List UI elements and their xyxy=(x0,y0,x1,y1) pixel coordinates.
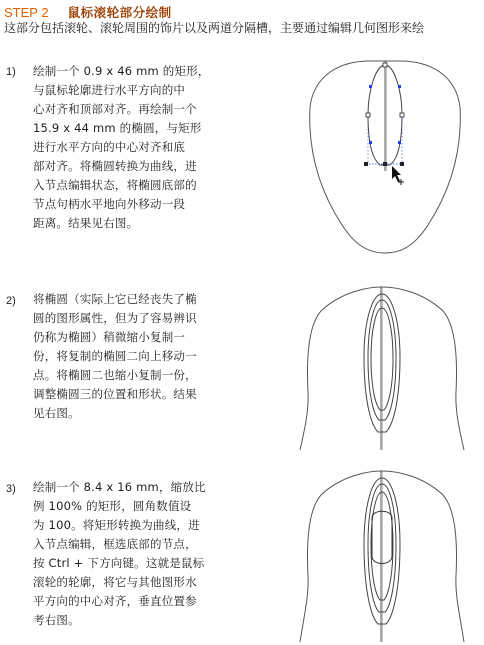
node-point xyxy=(400,113,404,117)
node-point xyxy=(383,63,387,67)
mouse-outline-drawing-2 xyxy=(292,282,472,452)
step-1-line: 进行水平方向的中心对齐和底 xyxy=(33,140,186,154)
step-2-line: 点。将椭圆二也缩小复制一份， xyxy=(33,368,197,382)
cursor-arrow-icon xyxy=(392,166,401,182)
ellipse-three xyxy=(371,492,393,600)
step-header xyxy=(4,2,172,18)
step-1-line: 心对齐和顶部对齐。再绘制一个 xyxy=(33,102,197,116)
step-3-text xyxy=(33,478,228,630)
ellipse-two xyxy=(368,300,396,420)
step-2-line: 圆的图形属性，但为了容易辨识 xyxy=(33,311,197,325)
step-2-line: 仍称为椭圆）稍微缩小复制一 xyxy=(33,330,186,344)
step-label: STEP 2 xyxy=(4,5,49,20)
step-3-line: 滚轮的轮廓，将它与其他图形水 xyxy=(33,575,197,589)
step-1-number: 1) xyxy=(6,66,16,78)
step-3-figure xyxy=(292,466,472,644)
step-1-figure xyxy=(300,55,470,260)
step-2-line: 见右图。 xyxy=(33,406,80,420)
node-point-selected xyxy=(383,162,387,166)
node-handle-end xyxy=(400,162,404,166)
ellipse-three xyxy=(371,308,393,410)
step-3-line: 入节点编辑，框选底部的节点， xyxy=(33,537,197,551)
scroll-wheel-outline xyxy=(372,511,392,563)
node-point xyxy=(369,141,372,144)
step-2-figure xyxy=(292,282,472,452)
step-1-line: 与鼠标轮廓进行水平方向的中 xyxy=(33,83,186,97)
step-title: 鼠标滚轮部分绘制 xyxy=(67,5,172,20)
ellipse-one xyxy=(364,478,400,624)
mouse-outline-drawing-3 xyxy=(292,466,472,644)
step-2-text xyxy=(33,290,228,423)
node-point xyxy=(398,85,401,88)
step-2-line: 调整椭圆三的位置和形状。结果 xyxy=(33,387,197,401)
mouse-body-outline xyxy=(300,471,464,642)
step-2-number: 2) xyxy=(6,295,16,307)
step-2-line: 将椭圆（实际上它已经丧失了椭 xyxy=(33,292,197,306)
step-3-line: 平方向的中心对齐，垂直位置参 xyxy=(33,594,197,608)
step-3-line: 为 100。将矩形转换为曲线，进 xyxy=(33,518,200,532)
step-3-line: 例 100% 的矩形，圆角数值设 xyxy=(33,499,192,513)
mouse-outline-drawing-1 xyxy=(300,55,470,260)
step-1-line: 15.9 x 44 mm 的椭圆，与矩形 xyxy=(33,121,202,135)
ellipse-one xyxy=(364,294,400,432)
step-3-line: 考右图。 xyxy=(33,613,80,627)
step-1-line: 绘制一个 0.9 x 46 mm 的矩形， xyxy=(33,64,210,78)
mouse-body-outline xyxy=(300,287,464,450)
step-3-line: 按 Ctrl + 下方向键。这就是鼠标 xyxy=(33,556,205,570)
step-3-line: 绘制一个 8.4 x 16 mm，缩放比 xyxy=(33,480,206,494)
node-point xyxy=(366,113,370,117)
step-3-number: 3) xyxy=(6,483,16,495)
step-1-line: 距离。结果见右图。 xyxy=(33,216,139,230)
node-point xyxy=(369,85,372,88)
intro-paragraph: 这部分包括滚轮、滚轮周围的饰片以及两道分隔槽，主要通过编辑几何图形来绘 xyxy=(4,21,425,35)
node-point xyxy=(398,141,401,144)
step-1-line: 入节点编辑状态，将椭圆底部的 xyxy=(33,178,197,192)
step-1-text xyxy=(33,62,228,233)
step-1-line: 部对齐。将椭圆转换为曲线，进 xyxy=(33,159,197,173)
node-handle-end xyxy=(364,162,368,166)
step-2-line: 份，将复制的椭圆二向上移动一 xyxy=(33,349,197,363)
step-1-line: 节点句柄水平地向外移动一段 xyxy=(33,197,186,211)
